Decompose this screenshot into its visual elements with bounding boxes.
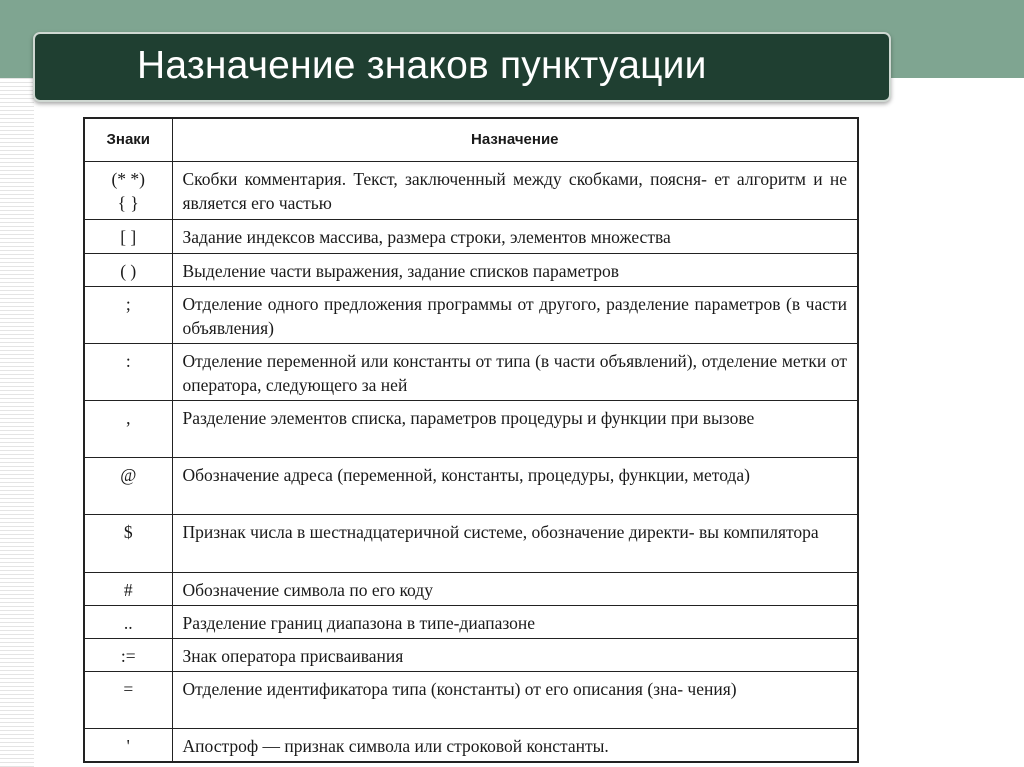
left-stripe-decoration bbox=[0, 78, 34, 767]
sign-text: (* *) bbox=[111, 169, 146, 189]
sign-cell bbox=[84, 639, 172, 672]
purpose-cell: Выделение части выражения, задание списков параметров bbox=[172, 254, 858, 287]
table-row bbox=[84, 344, 858, 401]
purpose-cell: Знак оператора присваивания bbox=[172, 639, 858, 672]
sign-text: { } bbox=[117, 193, 139, 213]
table-row bbox=[84, 220, 858, 254]
table-row bbox=[84, 254, 858, 287]
table-row bbox=[84, 287, 858, 344]
purpose-cell: Скобки комментария. Текст, заключенный между скобками, поясня- ет алгоритм и не является его частью bbox=[172, 162, 858, 220]
purpose-cell: Обозначение символа по его коду bbox=[172, 573, 858, 606]
table-row bbox=[84, 458, 858, 515]
table-row bbox=[84, 729, 858, 763]
sign-cell bbox=[84, 254, 172, 287]
slide-title: Назначение знаков пунктуации bbox=[137, 44, 707, 87]
purpose-cell: Разделение элементов списка, параметров процедуры и функции при вызове bbox=[172, 401, 858, 458]
sign-cell bbox=[84, 344, 172, 401]
purpose-cell: Разделение границ диапазона в типе-диапазоне bbox=[172, 606, 858, 639]
sign-cell bbox=[84, 606, 172, 639]
table-row bbox=[84, 162, 858, 220]
table-row bbox=[84, 573, 858, 606]
title-banner bbox=[33, 32, 891, 102]
sign-text: @ bbox=[120, 465, 137, 485]
sign-cell bbox=[84, 220, 172, 254]
purpose-cell: Отделение переменной или константы от типа (в части объявлений), отделение метки от оператора, следующего за ней bbox=[172, 344, 858, 401]
sign-text: [ ] bbox=[120, 227, 137, 247]
sign-text: ' bbox=[126, 736, 130, 756]
table-row bbox=[84, 515, 858, 573]
sign-cell bbox=[84, 287, 172, 344]
sign-text: , bbox=[126, 408, 131, 428]
sign-text: $ bbox=[123, 522, 133, 542]
purpose-cell: Отделение одного предложения программы от другого, разделение параметров (в части объявления) bbox=[172, 287, 858, 344]
header-purpose: Назначение bbox=[172, 118, 858, 162]
sign-cell bbox=[84, 162, 172, 220]
sign-cell bbox=[84, 729, 172, 763]
sign-text: := bbox=[120, 646, 136, 666]
sign-cell bbox=[84, 672, 172, 729]
purpose-cell: Обозначение адреса (переменной, константы, процедуры, функции, метода) bbox=[172, 458, 858, 515]
sign-cell bbox=[84, 515, 172, 573]
sign-cell bbox=[84, 458, 172, 515]
table-header-row bbox=[84, 118, 858, 162]
table-row bbox=[84, 639, 858, 672]
sign-text: .. bbox=[123, 613, 133, 633]
table-row bbox=[84, 672, 858, 729]
sign-text: = bbox=[123, 679, 134, 699]
sign-text: # bbox=[123, 580, 133, 600]
sign-cell bbox=[84, 401, 172, 458]
punctuation-table bbox=[83, 117, 859, 763]
sign-cell bbox=[84, 573, 172, 606]
table-row bbox=[84, 606, 858, 639]
sign-text: ( ) bbox=[120, 261, 137, 281]
sign-text: ; bbox=[125, 294, 131, 314]
purpose-cell: Признак числа в шестнадцатеричной системе, обозначение директи- вы компилятора bbox=[172, 515, 858, 573]
purpose-cell: Апостроф — признак символа или строковой константы. bbox=[172, 729, 858, 763]
sign-text: : bbox=[125, 351, 131, 371]
purpose-cell: Отделение идентификатора типа (константы) от его описания (зна- чения) bbox=[172, 672, 858, 729]
purpose-cell: Задание индексов массива, размера строки, элементов множества bbox=[172, 220, 858, 254]
table-row bbox=[84, 401, 858, 458]
header-signs: Знаки bbox=[84, 118, 172, 162]
